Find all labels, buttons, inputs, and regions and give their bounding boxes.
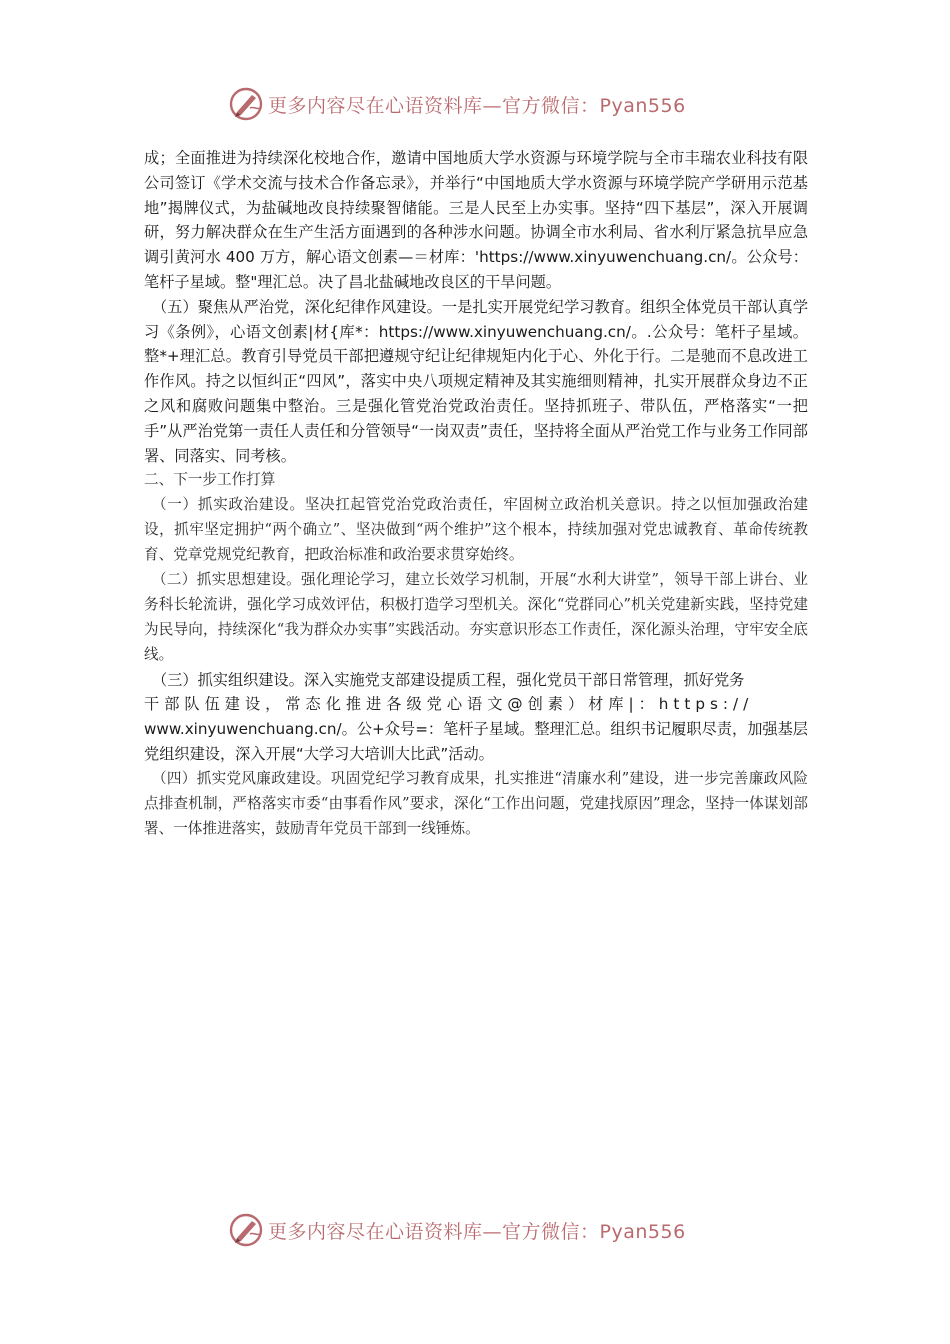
header-banner — [228, 84, 728, 124]
pen-logo-icon — [228, 86, 264, 122]
banner-text — [268, 1217, 686, 1244]
banner-title: 更多内容尽在心语资料库—官方微信： — [268, 1220, 600, 1243]
paragraph-5-line-3: www.xinyuwenchuang.cn/。公+众号=：笔杆子星域。整理汇总。组织书记履职尽责，加强基层党组织建设，深入开展“大学习大培训大比武”活动。 — [144, 720, 808, 763]
paragraph-4: （二）抓实思想建设。强化理论学习，建立长效学习机制，开展“水利大讲堂”，领导干部上讲台、业务科长轮流讲，强化学习成效评估，积极打造学习型机关。深化“党群同心”机关党建新实践，坚持党建为民导向，持续深化“我为群众办实事”实践活动。夯实意识形态工作责任，深化源头治理，守牢安全底线。 — [144, 570, 808, 663]
paragraph-6: （四）抓实党风廉政建设。巩固党纪学习教育成果，扎实推进“清廉水利”建设，进一步完善廉政风险点排查机制，严格落实市委“由事看作风”要求，深化“工作出问题，党建找原因”理念，坚持一体谋划部署、一体推进落实，鼓励青年党员干部到一线锤炼。 — [144, 769, 808, 837]
banner-text — [268, 91, 686, 118]
banner-title: 更多内容尽在心语资料库—官方微信： — [268, 94, 600, 117]
paragraph-5-line-1: （三）抓实组织建设。深入实施党支部建设提质工程，强化党员干部日常管理，抓好党务 — [152, 670, 745, 689]
document-body — [144, 146, 808, 842]
banner-wechat-id: Pyan556 — [599, 94, 686, 117]
paragraph-3: （一）抓实政治建设。坚决扛起管党治党政治责任，牢固树立政治机关意识。持之以恒加强政治建设，抓牢坚定拥护“两个确立”、坚决做到“两个维护”这个根本，持续加强对党忠诚教育、革命传统教育、党章党规党纪教育，把政治标准和政治要求贯穿始终。 — [144, 496, 808, 564]
banner-wechat-id: Pyan556 — [599, 1220, 686, 1243]
paragraph-2: （五）聚焦从严治党，深化纪律作风建设。一是扎实开展党纪学习教育。组织全体党员干部认真学习《条例》，心语文创素|材{库*：https://www.xinyuwenchuang.cn/。.公众号：笔杆子星域。整*+理汇总。教育引导党员干部把遵规守纪让纪律规矩内化于心、外化于行。二是驰而不息改进工作作风。持之以恒纠正“四风”，落实中央八项规定精神及其实施细则精神，扎实开展群众身边不正之风和腐败问题集中整治。三是强化管党治党政治责任。坚持抓班子、带队伍，严格落实“一把手”从严治党第一责任人责任和分管领导“一岗双责”责任，坚持将全面从严治党工作与业务工作同部署、同落实、同考核。 — [144, 297, 808, 465]
section-heading: 二、下一步工作打算 — [144, 471, 276, 489]
paragraph-5-line-2: 干部队伍建设，常态化推进各级党心语文@创素）材库|：https:// — [144, 695, 754, 714]
paragraph-1: 成；全面推进为持续深化校地合作，邀请中国地质大学水资源与环境学院与全市丰瑞农业科技有限公司签订《学术交流与技术合作备忘录》，并举行“中国地质大学水资源与环境学院产学研用示范基地”揭牌仪式，为盐碱地改良持续聚智储能。三是人民至上办实事。坚持“四下基层”，深入开展调研，努力解决群众在生产生活方面遇到的各种涉水问题。协调全市水利局、省水利厅紧急抗旱应急调引黄河水 400 万方，解心语文创素—＝材库：'https://www.xinyuwenchuang.cn/。公众号：笔杆子星域。整"理汇总。决了昌北盐碱地改良区的干旱问题。 — [144, 149, 808, 291]
pen-logo-icon — [228, 1212, 264, 1248]
footer-banner — [228, 1210, 728, 1250]
